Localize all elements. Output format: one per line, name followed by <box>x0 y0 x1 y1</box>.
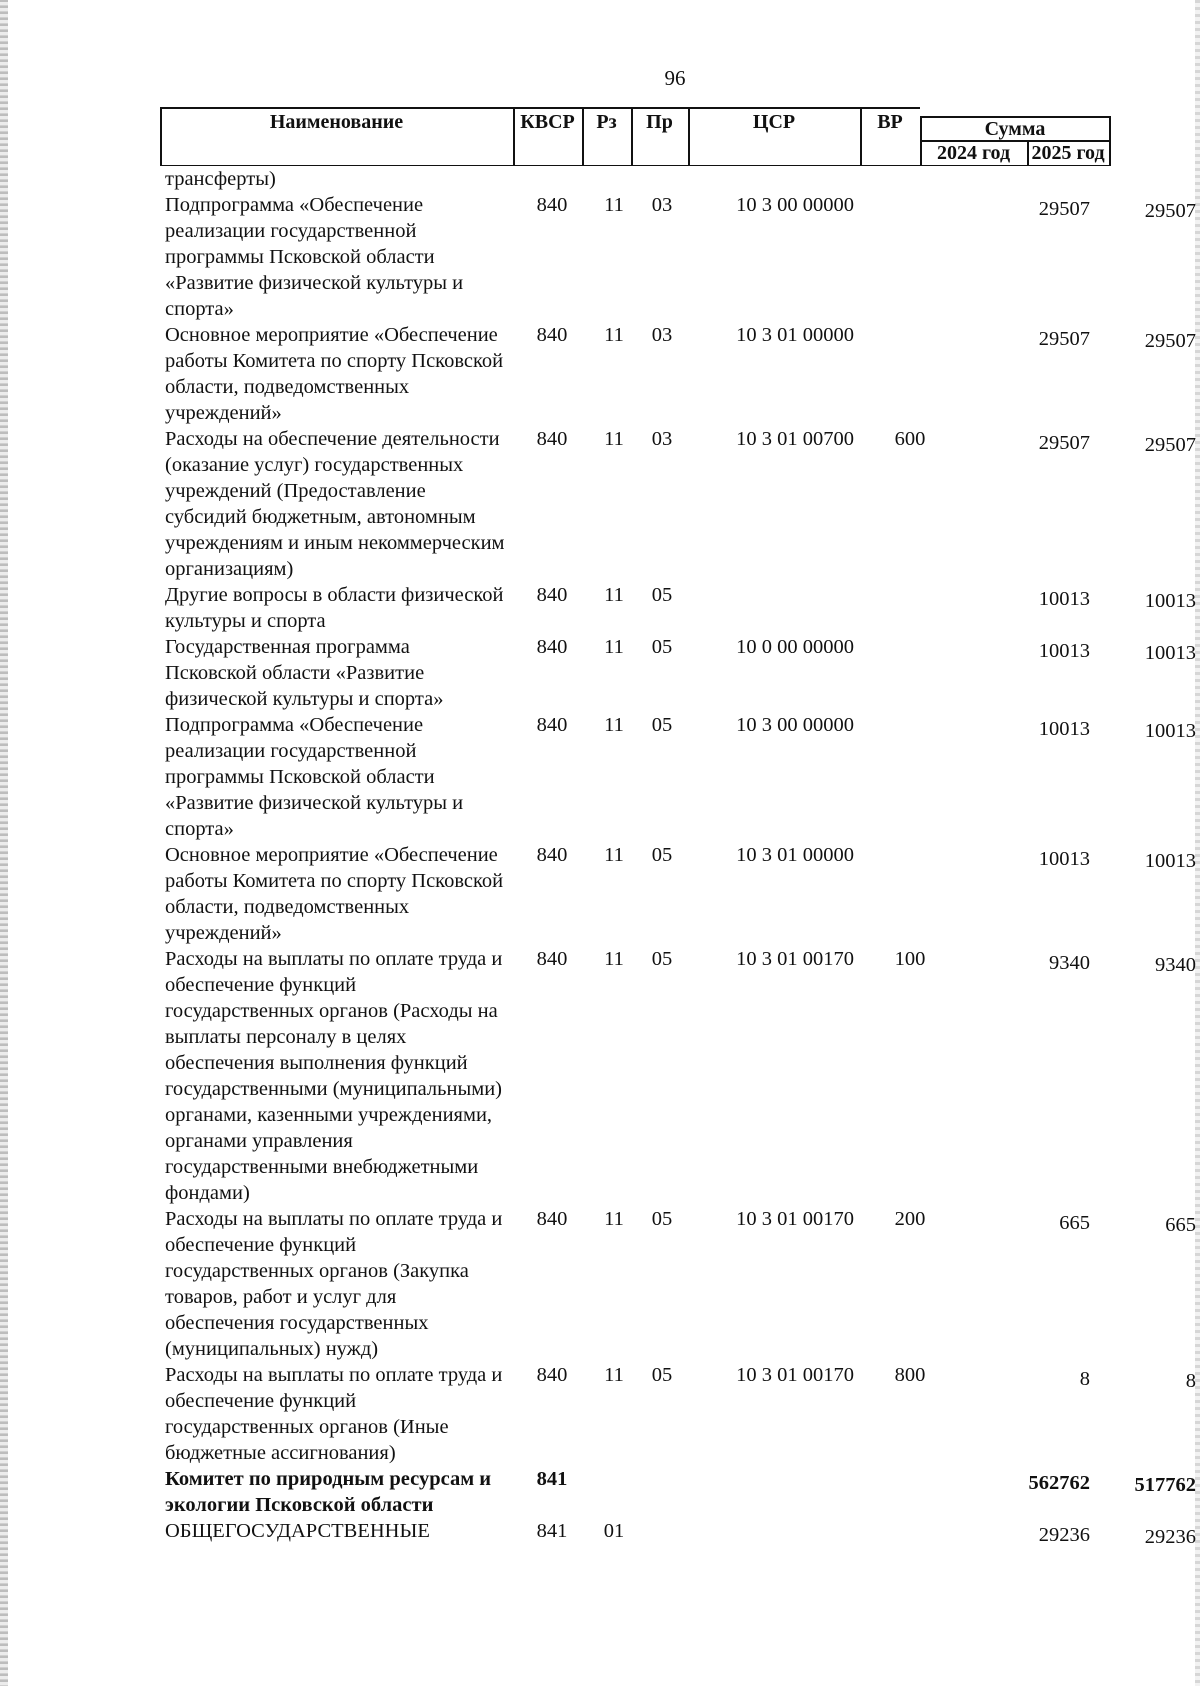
rz-cell: 11 <box>604 428 624 450</box>
csr-cell: 10 3 01 00170 <box>736 1208 854 1230</box>
table-row <box>160 322 1196 426</box>
header-pr: Пр <box>646 111 673 133</box>
table-row <box>160 712 1196 842</box>
name-cell: Подпрограмма «Обеспечение реализации государственной программы Псковской области «Развитие физической культуры и спорта» <box>165 194 464 320</box>
csr-cell: 10 3 01 00000 <box>736 324 854 346</box>
vr-cell: 200 <box>894 1208 926 1230</box>
sum-2024-cell: 10013 <box>1038 718 1090 740</box>
sum-2024-cell: 562762 <box>1028 1472 1090 1494</box>
kvsr-cell: 840 <box>536 1208 568 1230</box>
sum-2025-cell: 10013 <box>1144 642 1196 664</box>
sum-2024-cell: 10013 <box>1038 640 1090 662</box>
pr-cell: 03 <box>651 194 673 216</box>
kvsr-cell: 840 <box>536 428 568 450</box>
header-kvsr: КВСР <box>520 111 575 133</box>
name-cell: Подпрограмма «Обеспечение реализации государственной программы Псковской области «Развитие физической культуры и спорта» <box>165 714 464 840</box>
rz-cell: 11 <box>604 1208 624 1230</box>
csr-cell: 10 3 00 00000 <box>736 194 854 216</box>
name-cell: ОБЩЕГОСУДАРСТВЕННЫЕ <box>165 1520 430 1542</box>
page-number: 96 <box>664 66 686 90</box>
pr-cell: 05 <box>651 1364 673 1386</box>
name-cell: Расходы на выплаты по оплате труда и обеспечение функций государственных органов (Расходы на выплаты персоналу в целях обеспечения выполнения функций государственными (муниципальными) органами, казенными учреждениями, органами управления государственными внебюджетными фондами) <box>165 948 503 1204</box>
kvsr-cell: 841 <box>536 1520 568 1542</box>
header-sum: Сумма <box>984 118 1046 140</box>
pr-cell: 05 <box>651 948 673 970</box>
kvsr-cell: 840 <box>536 584 568 606</box>
sum-2025-cell: 665 <box>1165 1214 1196 1236</box>
pr-cell: 05 <box>651 844 673 866</box>
csr-cell: 10 0 00 00000 <box>736 636 854 658</box>
kvsr-cell: 841 <box>536 1468 568 1490</box>
sum-2024-cell: 665 <box>1059 1212 1090 1234</box>
table-row <box>160 192 1196 322</box>
header-csr: ЦСР <box>752 111 796 133</box>
name-cell: Основное мероприятие «Обеспечение работы Комитета по спорту Псковской области, подведомственных учреждений» <box>165 324 504 424</box>
scan-edge-left <box>0 0 8 1686</box>
sum-2025-cell: 8 <box>1185 1370 1196 1392</box>
sum-2024-cell: 29507 <box>1038 198 1090 220</box>
table-body <box>160 166 1196 1548</box>
name-cell: трансферты) <box>165 168 276 190</box>
sum-2024-cell <box>1000 166 1090 170</box>
table-row <box>160 582 1196 634</box>
sum-2024-cell: 9340 <box>1049 952 1090 974</box>
sum-2024-cell: 10013 <box>1038 848 1090 870</box>
kvsr-cell: 840 <box>536 948 568 970</box>
table-row <box>160 946 1196 1206</box>
rz-cell: 11 <box>604 584 624 606</box>
pr-cell: 05 <box>651 584 673 606</box>
table-row <box>160 1362 1196 1466</box>
table-header <box>160 107 1110 166</box>
sum-2024-cell: 10013 <box>1038 588 1090 610</box>
sum-2025-cell: 29507 <box>1144 434 1196 456</box>
sum-2025-cell: 29507 <box>1144 200 1196 222</box>
sum-2025-cell: 10013 <box>1144 590 1196 612</box>
sum-2025-cell: 10013 <box>1144 850 1196 872</box>
kvsr-cell: 840 <box>536 1364 568 1386</box>
table-row <box>160 634 1196 712</box>
table-row <box>160 1518 1196 1548</box>
pr-cell: 05 <box>651 714 673 736</box>
sum-2025-cell: 517762 <box>1134 1474 1196 1496</box>
table-row <box>160 842 1196 946</box>
name-cell: Расходы на обеспечение деятельности (оказание услуг) государственных учреждений (Предоставление субсидий бюджетным, автономным учреждениям и иным некоммерческим организациям) <box>165 428 505 580</box>
rz-cell: 11 <box>604 948 624 970</box>
pr-cell: 05 <box>651 636 673 658</box>
name-cell: Государственная программа Псковской области «Развитие физической культуры и спорта» <box>165 636 444 710</box>
sum-2025-cell: 29507 <box>1144 330 1196 352</box>
csr-cell: 10 3 01 00170 <box>736 1364 854 1386</box>
name-cell: Основное мероприятие «Обеспечение работы Комитета по спорту Псковской области, подведомственных учреждений» <box>165 844 504 944</box>
table-row <box>160 426 1196 582</box>
rz-cell: 11 <box>604 1364 624 1386</box>
rz-cell: 11 <box>604 714 624 736</box>
rz-cell: 01 <box>603 1520 625 1542</box>
rz-cell: 11 <box>604 636 624 658</box>
sum-2025-cell: 10013 <box>1144 720 1196 742</box>
header-name: Наименование <box>269 111 404 133</box>
vr-cell: 800 <box>894 1364 926 1386</box>
sum-2024-cell: 29507 <box>1038 432 1090 454</box>
kvsr-cell: 840 <box>536 844 568 866</box>
header-vr: ВР <box>877 111 903 133</box>
rz-cell: 11 <box>604 844 624 866</box>
csr-cell: 10 3 01 00000 <box>736 844 854 866</box>
sum-2025-cell: 29236 <box>1144 1526 1196 1548</box>
name-cell: Другие вопросы в области физической культуры и спорта <box>165 584 504 632</box>
name-cell: Расходы на выплаты по оплате труда и обеспечение функций государственных органов (Закупка товаров, работ и услуг для обеспечения государственных (муниципальных) нужд) <box>165 1208 503 1360</box>
csr-cell: 10 3 01 00700 <box>736 428 854 450</box>
rz-cell: 11 <box>604 324 624 346</box>
sum-2025-cell: 9340 <box>1155 954 1196 976</box>
pr-cell: 05 <box>651 1208 673 1230</box>
header-2025: 2025 год <box>1031 142 1105 164</box>
sum-2024-cell: 8 <box>1079 1368 1090 1390</box>
header-rz: Рз <box>596 111 617 133</box>
sum-2024-cell: 29507 <box>1038 328 1090 350</box>
csr-cell: 10 3 01 00170 <box>736 948 854 970</box>
sum-2024-cell: 29236 <box>1038 1524 1090 1546</box>
kvsr-cell: 840 <box>536 714 568 736</box>
table-row <box>160 1466 1196 1518</box>
vr-cell: 600 <box>894 428 926 450</box>
kvsr-cell: 840 <box>536 194 568 216</box>
rz-cell: 11 <box>604 194 624 216</box>
kvsr-cell: 840 <box>536 324 568 346</box>
table-row <box>160 1206 1196 1362</box>
table-row <box>160 166 1130 192</box>
pr-cell: 03 <box>651 428 673 450</box>
name-cell: Расходы на выплаты по оплате труда и обеспечение функций государственных органов (Иные бюджетные ассигнования) <box>165 1364 503 1464</box>
csr-cell: 10 3 00 00000 <box>736 714 854 736</box>
kvsr-cell: 840 <box>536 636 568 658</box>
name-cell: Комитет по природным ресурсам и экологии Псковской области <box>165 1468 492 1516</box>
header-2024: 2024 год <box>936 142 1011 164</box>
sum-2025-cell <box>1106 166 1196 172</box>
pr-cell: 03 <box>651 324 673 346</box>
vr-cell: 100 <box>894 948 926 970</box>
